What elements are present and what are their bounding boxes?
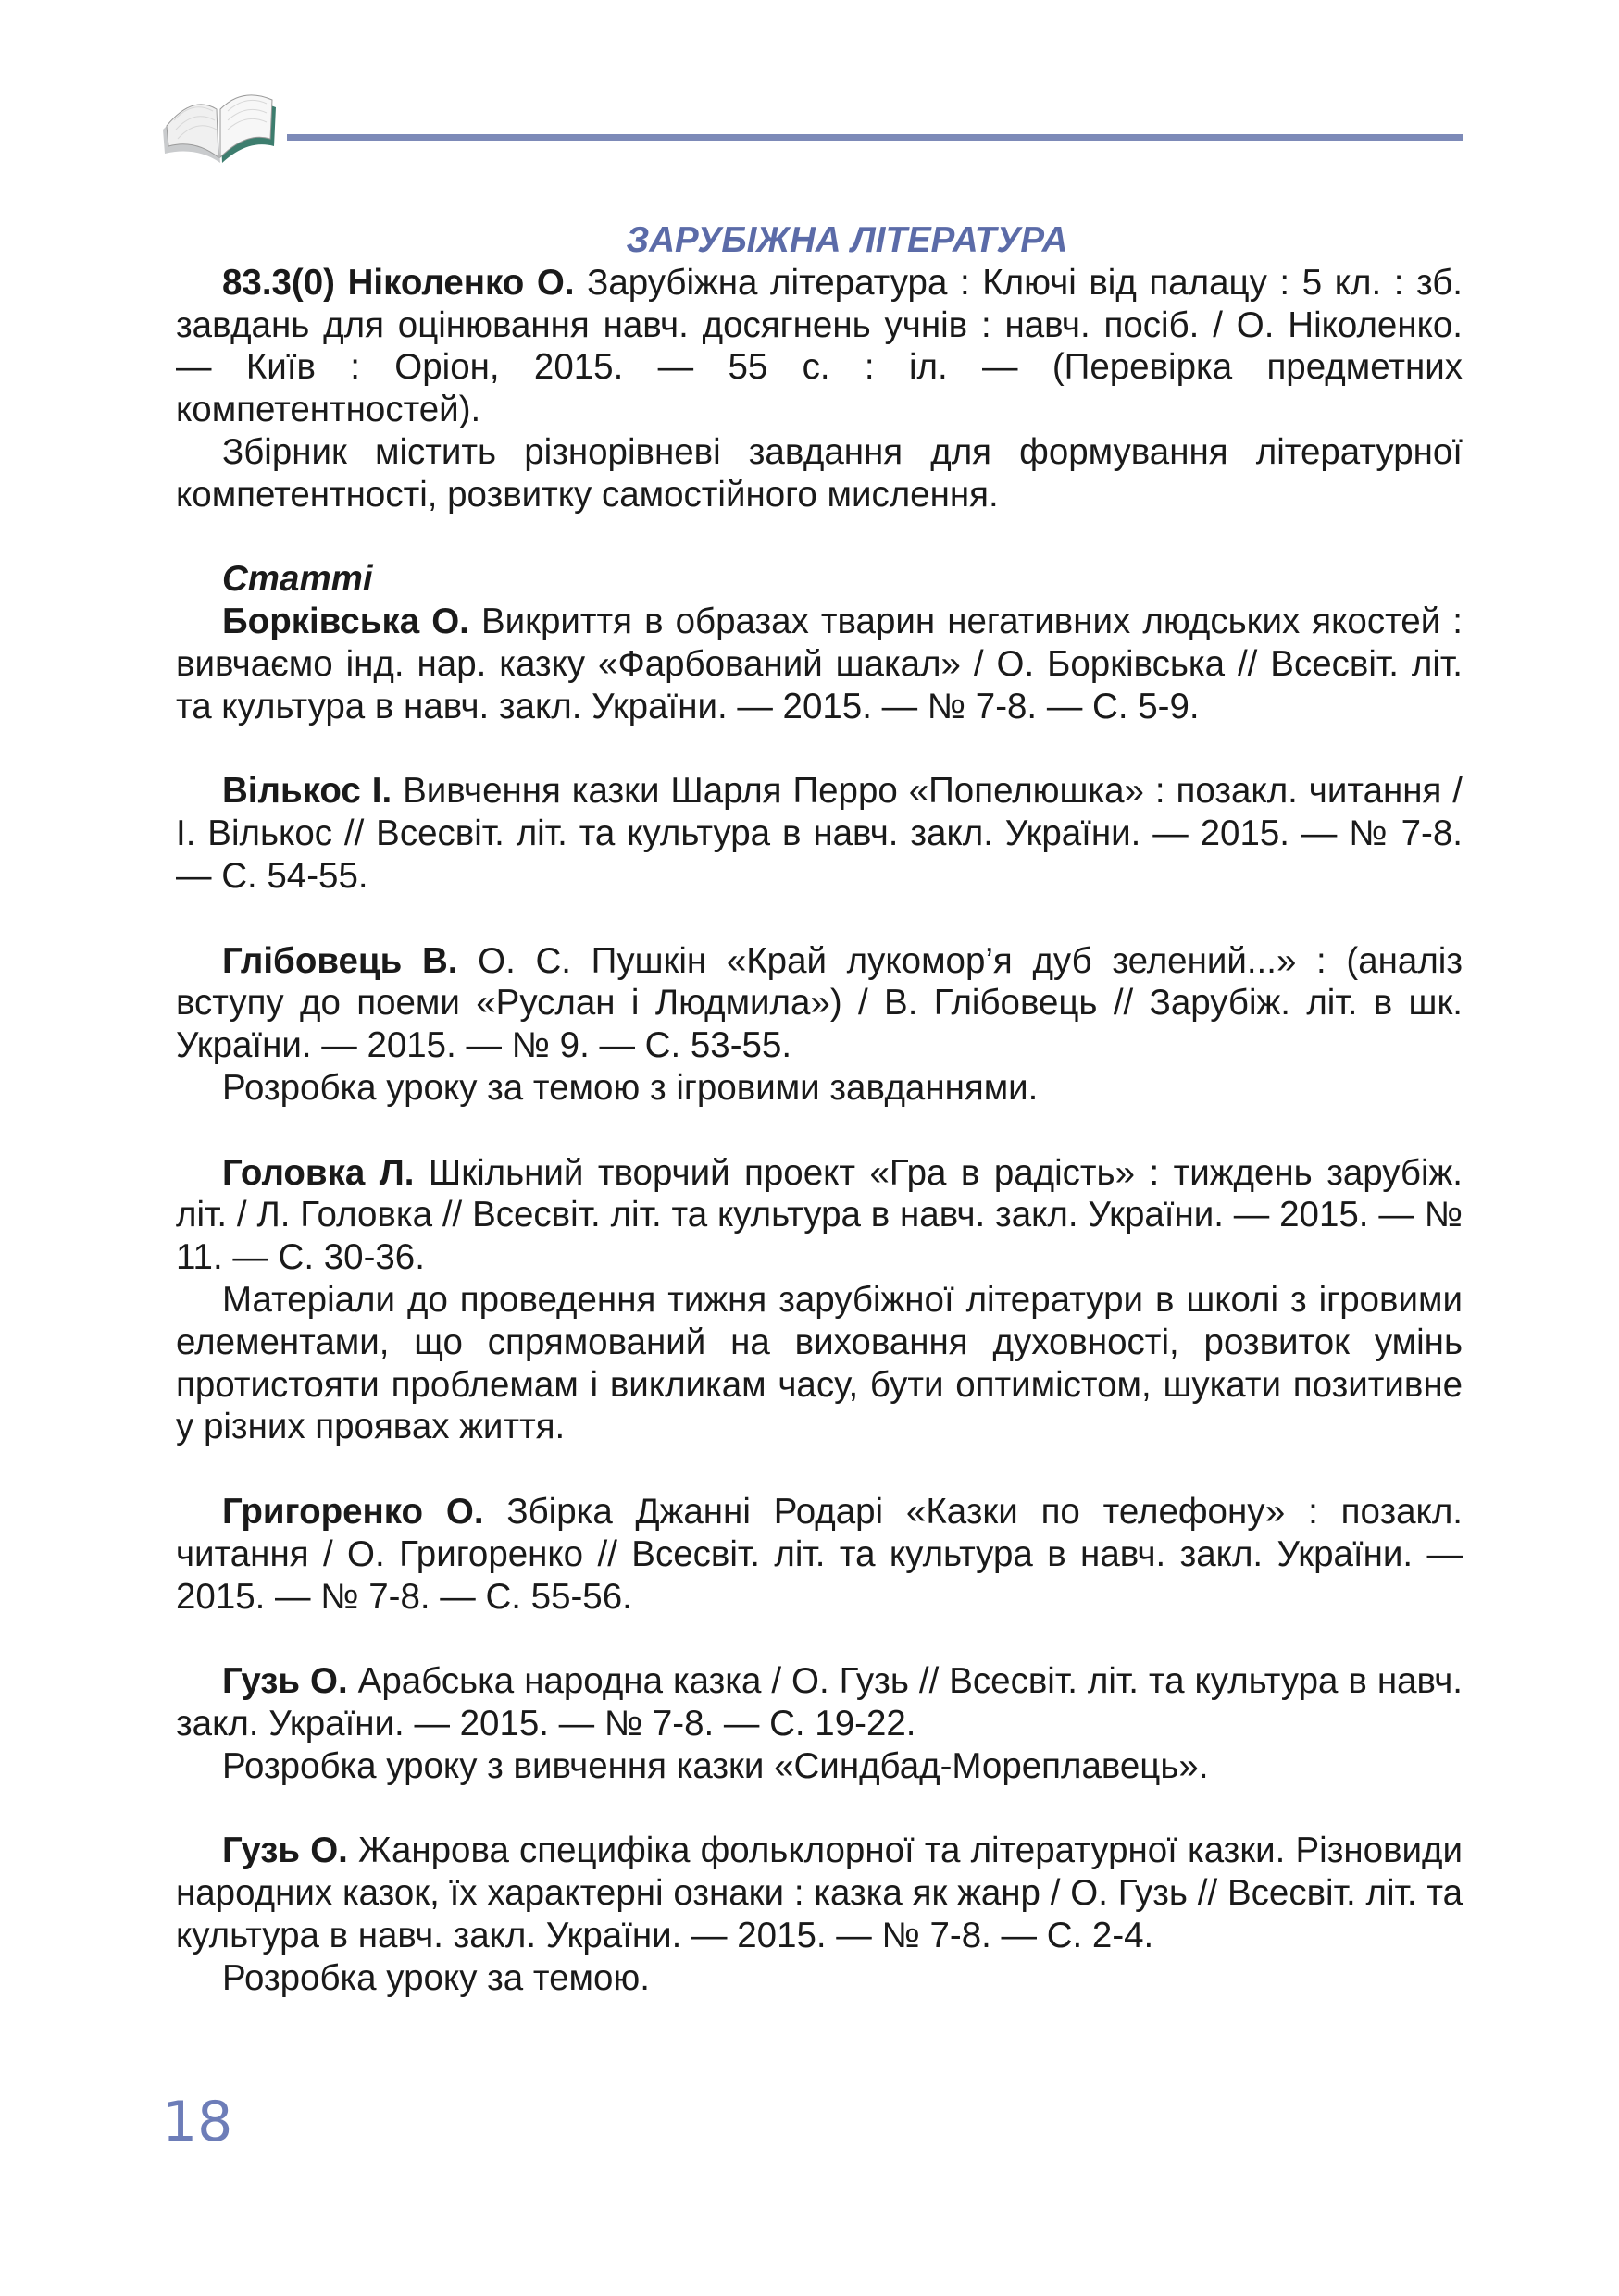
article-entry [176, 601, 1463, 727]
articles-heading: Статті [222, 559, 373, 600]
entry-author: Головка Л. [222, 1152, 415, 1193]
entry-annotation: Розробка уроку за темою. [222, 1957, 650, 1998]
section-title: ЗАРУБІЖНА ЛІТЕРАТУРА [626, 220, 1068, 260]
page-number: 18 [162, 2090, 233, 2154]
entry-author: Глібовець В. [222, 940, 458, 981]
entry-text: Вивчення казки Шарля Перро «Попелюшка» : позакл. читання / І. Вількос // Всесвіт. літ. та культура в навч. закл. України. — 2015. — № 7-8. — С. 54-55. [176, 771, 1463, 896]
entry-annotation: Розробка уроку за темою з ігровими завданнями. [222, 1067, 1039, 1108]
article-entry [176, 1660, 1463, 1745]
article-entry [176, 770, 1463, 897]
entry-text: Збірка Джанні Родарі «Казки по телефону» : позакл. читання / О. Григоренко // Всесвіт. літ. та культура в навч. закл. України. — 2015. — № 7-8. — С. 55-56. [176, 1491, 1463, 1617]
entry-annotation: Розробка уроку з вивчення казки «Синдбад-Мореплавець». [222, 1745, 1209, 1786]
entry-text: Викриття в образах тварин негативних людських якостей : вивчаємо інд. нар. казку «Фарбований шакал» / О. Борківська // Всесвіт. літ. та культура в навч. закл. України. — 2015. — № 7-8. — С. 5-9. [176, 602, 1463, 726]
article-entry [176, 940, 1463, 1067]
entry-annotation: Матеріали до проведення тижня зарубіжної літератури в школі з ігровими елементами, що спрямований на виховання духовності, розвиток умінь протистояти проблемам і викликам часу, бути оптимістом, шукати позитивне у різних проявах життя. [176, 1279, 1463, 1447]
entry-text: Арабська народна казка / О. Гузь // Всесвіт. літ. та культура в навч. закл. України. — 2015. — № 7-8. — С. 19-22. [176, 1661, 1463, 1744]
open-book-icon [156, 72, 281, 165]
entry-author: Гузь О. [222, 1831, 348, 1871]
entry-text: Жанрова специфіка фольклорної та літературної казки. Різновиди народних казок, їх характерні ознаки : казка як жанр / О. Гузь // Всесвіт. літ. та культура в навч. закл. України. — 2015. — № 7-8. — С. 2-4. [176, 1831, 1463, 1955]
article-entry [176, 1152, 1463, 1279]
entry-text: О. С. Пушкін «Край лукомор’я дуб зелений...» : (аналіз вступу до поеми «Руслан і Людмила») / В. Глібовець // Зарубіж. літ. в шк. України. — 2015. — № 9. — С. 53-55. [176, 940, 1463, 1066]
entry-text: Зарубіжна література : Ключі від палацу : 5 кл. : зб. завдань для оцінювання навч. досягнень учнів : навч. посіб. / О. Ніколенко. — Київ : Оріон, 2015. — 55 с. : іл. — (Перевірка предметних компетентностей). [176, 262, 1463, 430]
entry-author: Борківська О. [222, 602, 469, 642]
entry-author: Григоренко О. [222, 1491, 484, 1532]
header-rule [287, 134, 1463, 141]
entry-text: Шкільний творчий проект «Гра в радість» : тиждень зарубіж. літ. / Л. Головка // Всесвіт. літ. та культура в навч. закл. України. — 2015. — № 11. — С. 30-36. [176, 1152, 1463, 1278]
article-entry [176, 1830, 1463, 1956]
entry-author: 83.3(0) Ніколенко О. [222, 262, 575, 303]
article-entry [176, 1491, 1463, 1618]
book-entry [176, 262, 1463, 431]
page-content [176, 219, 1463, 1999]
entry-annotation: Збірник містить різнорівневі завдання для формування літературної компетентності, розвитку самостійного мислення. [176, 431, 1463, 515]
entry-author: Гузь О. [222, 1661, 348, 1702]
entry-author: Вількос І. [222, 771, 392, 812]
